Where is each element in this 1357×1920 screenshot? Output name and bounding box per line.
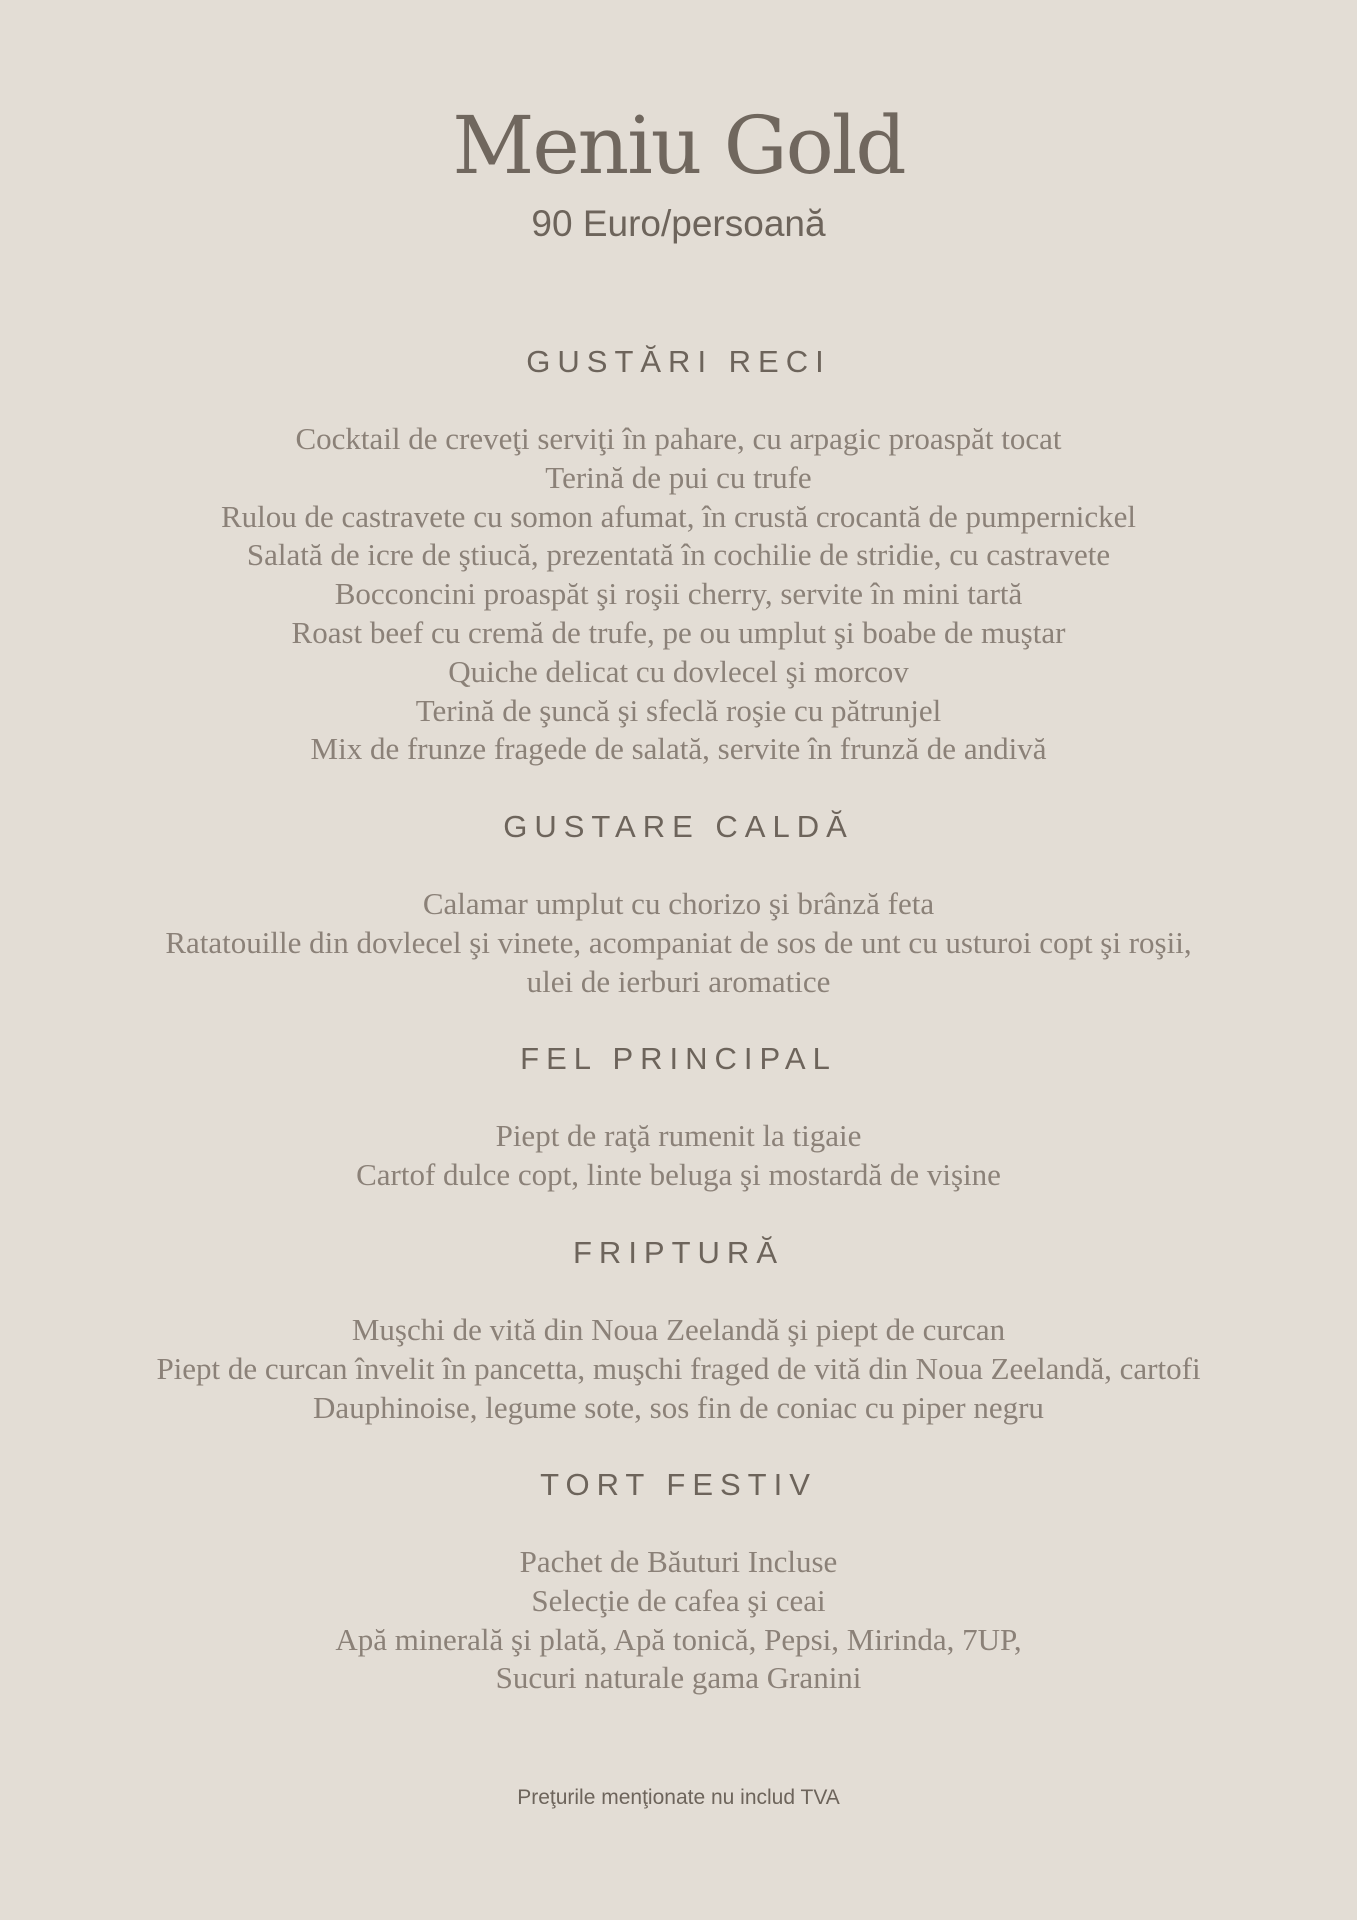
menu-item: Selecţie de cafea şi ceai <box>531 1582 826 1618</box>
menu-item: Mix de frunze fragede de salată, servite în frunză de andivă <box>310 731 1047 767</box>
menu-item: ulei de ierburi aromatice <box>526 963 831 999</box>
menu-item: Roast beef cu cremă de trufe, pe ou umplut şi boabe de muştar <box>291 614 1066 650</box>
section-tort-festiv <box>0 1465 1357 1698</box>
section-heading: FRIPTURĂ <box>573 1235 784 1270</box>
vat-note: Preţurile menţionate nu includ TVA <box>517 1786 840 1809</box>
menu-item: Rulou de castravete cu somon afumat, în crustă crocantă de pumpernickel <box>220 498 1136 534</box>
menu-item: Terină de pui cu trufe <box>545 459 812 495</box>
section-items <box>0 420 1357 769</box>
menu-item: Cartof dulce copt, linte beluga şi mostardă de vişine <box>356 1156 1001 1192</box>
menu-item: Salată de icre de ştiucă, prezentată în cochilie de stridie, cu castravete <box>246 537 1111 573</box>
section-heading: GUSTĂRI RECI <box>526 344 831 379</box>
menu-item: Apă minerală şi plată, Apă tonică, Pepsi, Mirinda, 7UP, <box>335 1621 1022 1657</box>
menu-item: Piept de curcan învelit în pancetta, muşchi fraged de vită din Noua Zeelandă, cartofi <box>156 1350 1201 1386</box>
menu-item: Sucuri naturale gama Granini <box>495 1660 862 1696</box>
menu-item: Quiche delicat cu dovlecel şi morcov <box>448 653 909 689</box>
menu-item: Ratatouille din dovlecel şi vinete, acompaniat de sos de unt cu usturoi copt şi roşii, <box>165 924 1192 960</box>
section-heading: TORT FESTIV <box>540 1467 817 1502</box>
section-items <box>0 885 1357 1001</box>
section-friptura <box>0 1233 1357 1427</box>
section-gustari-reci <box>0 342 1357 769</box>
section-items <box>0 1117 1357 1195</box>
menu-item: Calamar umplut cu chorizo şi brânză feta <box>422 886 935 921</box>
menu-item: Muşchi de vită din Noua Zeelandă şi piept de curcan <box>351 1312 1006 1347</box>
menu-item: Piept de raţă rumenit la tigaie <box>495 1118 862 1153</box>
menu-price: 90 Euro/persoană <box>531 203 826 244</box>
menu-item: Pachet de Băuturi Incluse <box>519 1544 838 1579</box>
section-heading: GUSTARE CALDĂ <box>503 809 854 844</box>
section-items <box>0 1543 1357 1698</box>
section-heading: FEL PRINCIPAL <box>520 1041 837 1076</box>
section-gustare-calda <box>0 807 1357 1001</box>
menu-item: Terină de şuncă şi sfeclă roşie cu pătrunjel <box>415 692 942 728</box>
menu-title: Meniu Gold <box>452 99 905 192</box>
menu-item: Dauphinoise, legume sote, sos fin de coniac cu piper negru <box>313 1389 1044 1425</box>
section-fel-principal <box>0 1039 1357 1195</box>
menu-item: Bocconcini proaspăt şi roşii cherry, servite în mini tartă <box>334 576 1023 612</box>
menu-item: Cocktail de creveţi serviţi în pahare, cu arpagic proaspăt tocat <box>295 421 1062 456</box>
section-items <box>0 1311 1357 1427</box>
